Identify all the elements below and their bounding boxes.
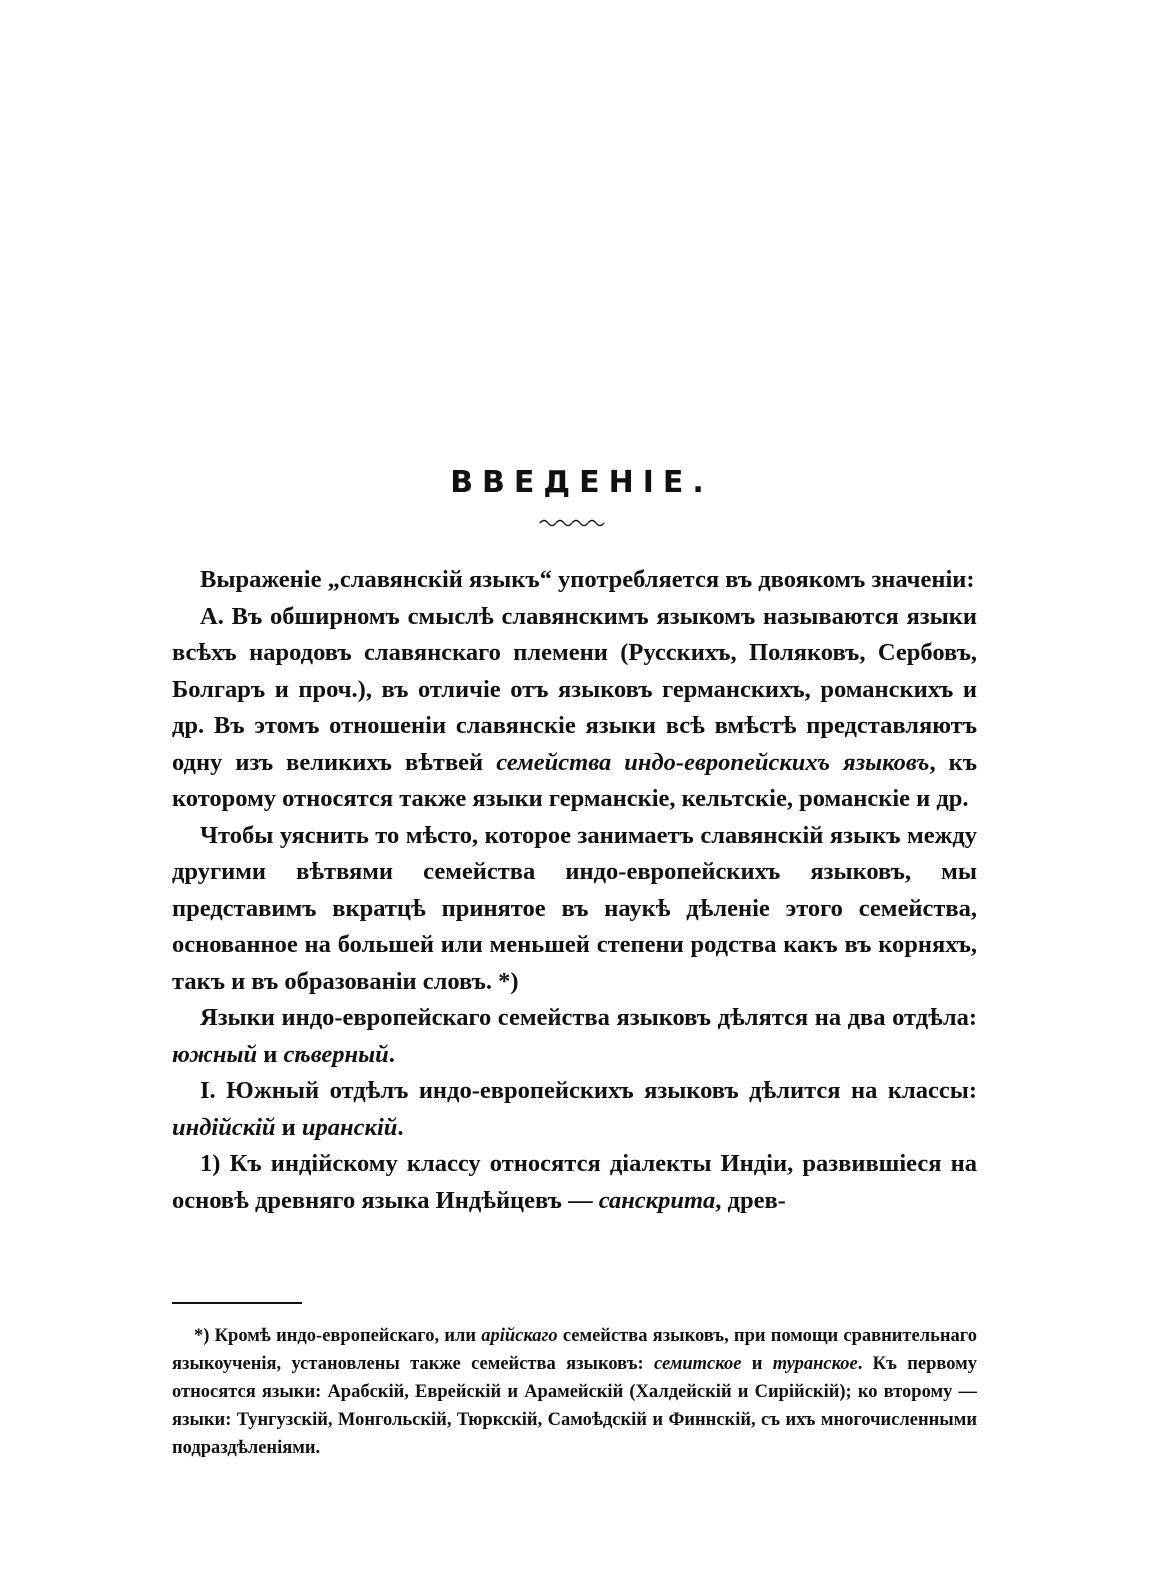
paragraph-3-text: Чтобы уяснить то мѣсто, которое занимаетъ славянскій языкъ между другими вѣтвями семейства индо-европейскихъ языковъ, мы представимъ вкратцѣ принятое въ наукѣ дѣленіе этого семейства, основанное на большей или меньшей степени родства какъ въ корняхъ, такъ и въ образованіи словъ. *) bbox=[172, 821, 977, 995]
paragraph-6-emphasis: санскрита bbox=[598, 1186, 716, 1214]
paragraph-5-text-mid: и bbox=[275, 1113, 302, 1141]
paragraph-4-emphasis-north: сѣверный bbox=[283, 1040, 389, 1068]
paragraph-4-text-b: . bbox=[388, 1040, 395, 1068]
paragraph-2-text-b: , къ которому относятся также языки германскіе, кельтскіе, романскіе и др. bbox=[172, 748, 977, 812]
footnote-text bbox=[172, 1322, 977, 1462]
paragraph-4-text-a: Языки индо-европейскаго семейства языковъ дѣлятся на два отдѣла: bbox=[200, 1004, 977, 1031]
paragraph-1-text: Выраженіе „славянскій языкъ“ употребляется въ двоякомъ значеніи: bbox=[200, 566, 975, 593]
footnote-text-d: . Къ первому относятся языки: Арабскій, Еврейскій и Арамейскій (Халдейскій и Сирійскій); ко второму — языки: Тунгузскій, Монгольскій, Тюркскій, Самоѣдскій и Финнскій, съ ихъ многочисленными подраздѣленіями. bbox=[172, 1354, 977, 1458]
paragraph-4-emphasis-south: южный bbox=[172, 1040, 258, 1068]
footnote-emphasis-aryan: арійскаго bbox=[481, 1326, 558, 1346]
paragraph-4 bbox=[172, 1000, 977, 1073]
paragraph-2 bbox=[172, 599, 977, 818]
paragraph-5 bbox=[172, 1073, 977, 1146]
paragraph-6 bbox=[172, 1146, 977, 1219]
footnote-rule bbox=[172, 1302, 302, 1304]
paragraph-5-emphasis-indian: индійскій bbox=[172, 1113, 276, 1141]
paragraph-5-text-a: I. Южный отдѣлъ индо-европейскихъ языковъ дѣлится на классы: bbox=[200, 1077, 977, 1104]
footnote-text-a: *) Кромѣ индо-европейскаго, или bbox=[194, 1326, 482, 1346]
chapter-title: ВВЕДЕНІЕ. bbox=[450, 465, 713, 500]
paragraph-5-emphasis-iranian: иранскій bbox=[301, 1113, 398, 1141]
paragraph-6-text-b: , древ- bbox=[715, 1186, 786, 1214]
paragraph-2-emphasis: семейства индо-европейскихъ языковъ bbox=[496, 748, 930, 776]
paragraph-6-text-a: 1) Къ индійскому классу относятся діалекты Индіи, развившіеся на основѣ древняго языка Индѣйцевъ — bbox=[172, 1150, 977, 1214]
footnote-emphasis-semitic: семитское bbox=[653, 1354, 742, 1374]
paragraph-5-text-b: . bbox=[397, 1113, 404, 1141]
paragraph-4-text-mid: и bbox=[257, 1040, 284, 1068]
paragraph-3 bbox=[172, 818, 977, 1001]
main-text bbox=[172, 562, 977, 1219]
footnote-text-c: и bbox=[741, 1354, 773, 1374]
footnote-emphasis-turanian: туранское bbox=[772, 1354, 858, 1374]
paragraph-1 bbox=[172, 562, 977, 599]
wave-ornament bbox=[538, 516, 606, 530]
paragraph-2-text-a: А. Въ обширномъ смыслѣ славянскимъ языкомъ называются языки всѣхъ народовъ славянскаго племени (Русскихъ, Поляковъ, Сербовъ, Болгаръ и проч.), въ отличіе отъ языковъ германскихъ, романскихъ и др. Въ этомъ отношеніи славянскіе языки всѣ вмѣстѣ представляютъ одну изъ великихъ вѣтвей bbox=[172, 602, 977, 776]
footnote-text-b: семейства языковъ, при помощи сравнительнаго языкоученія, установлены также семейства языковъ: bbox=[172, 1326, 977, 1374]
footnote bbox=[172, 1322, 977, 1462]
